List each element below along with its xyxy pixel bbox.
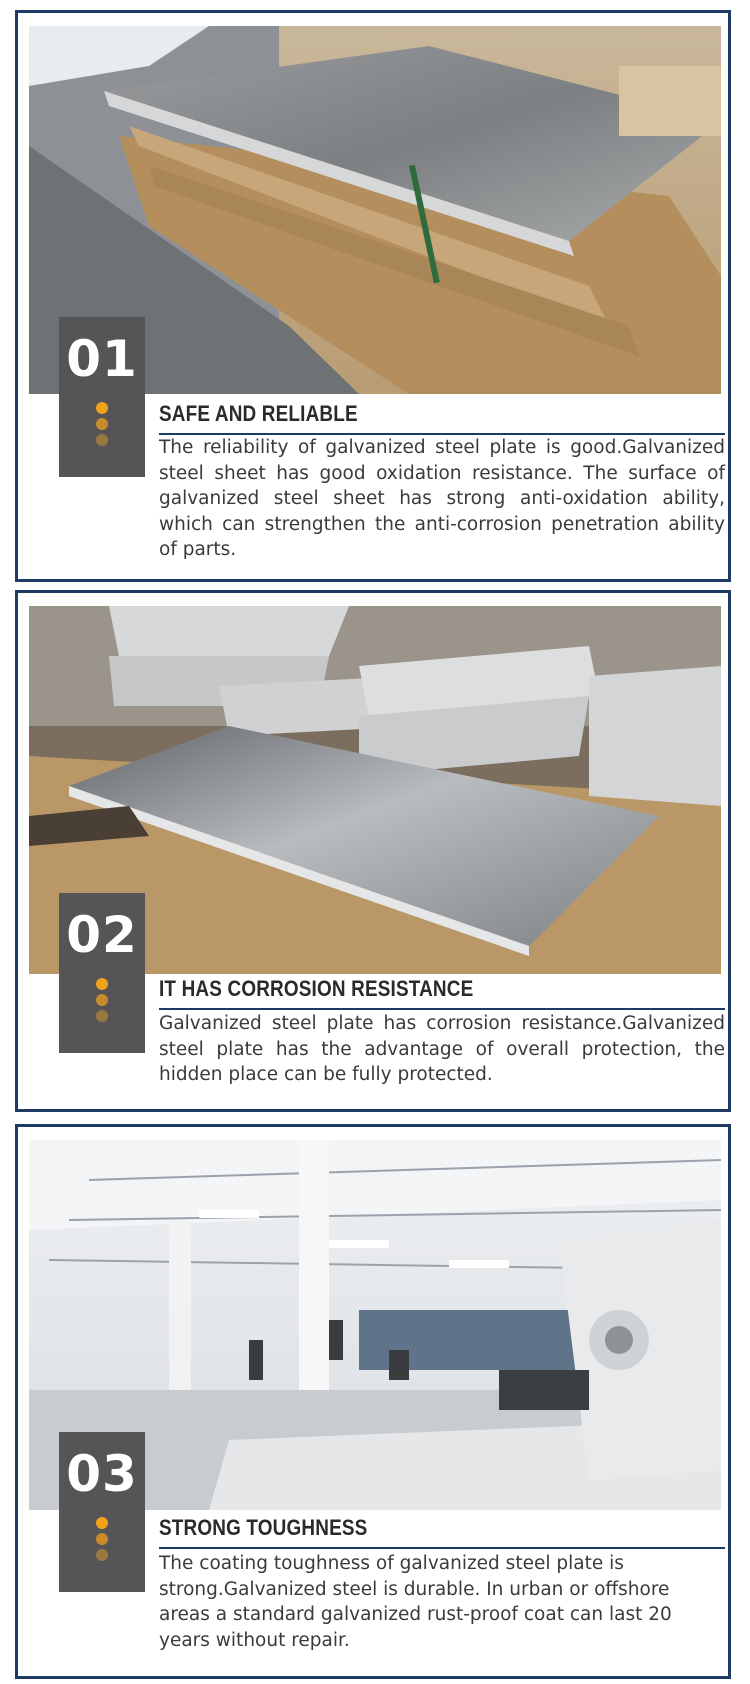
dot-icon xyxy=(96,978,108,990)
dot-icon xyxy=(96,1010,108,1022)
feature-description: Galvanized steel plate has corrosion resistance.Galvanized steel plate has the advantage of overall protection, the hidden place can be fully protected. xyxy=(159,1013,725,1085)
title-divider xyxy=(159,1008,725,1010)
feature-title: IT HAS CORROSION RESISTANCE xyxy=(159,976,474,1001)
dot-icon xyxy=(96,1517,108,1529)
feature-number-badge xyxy=(59,1432,145,1592)
feature-number-badge xyxy=(59,893,145,1053)
feature-description: The reliability of galvanized steel plate is good.Galvanized steel sheet has good oxidation resistance. The surface of galvanized steel sheet has strong anti-oxidation ability, which can strengthen the anti-corrosion penetration ability of parts. xyxy=(159,437,725,560)
dot-icon xyxy=(96,434,108,446)
feature-title: SAFE AND RELIABLE xyxy=(159,401,358,426)
feature-number: 01 xyxy=(66,330,138,388)
feature-description: The coating toughness of galvanized steel plate is strong.Galvanized steel is durable. In urban or offshore areas a standard galvanized rust-proof coat can last 20 years without repair. xyxy=(159,1553,672,1651)
dots-decoration xyxy=(96,402,108,450)
feature-card-2 xyxy=(15,590,731,1112)
feature-title: STRONG TOUGHNESS xyxy=(159,1515,368,1540)
dots-decoration xyxy=(96,1517,108,1565)
dot-icon xyxy=(96,994,108,1006)
feature-number: 03 xyxy=(66,1445,138,1503)
dot-icon xyxy=(96,418,108,430)
dot-icon xyxy=(96,1549,108,1561)
dots-decoration xyxy=(96,978,108,1026)
dot-icon xyxy=(96,402,108,414)
feature-card-3 xyxy=(15,1124,731,1679)
feature-number-badge xyxy=(59,317,145,477)
feature-card-1 xyxy=(15,10,731,582)
feature-number: 02 xyxy=(66,906,138,964)
dot-icon xyxy=(96,1533,108,1545)
title-divider xyxy=(159,1547,725,1549)
